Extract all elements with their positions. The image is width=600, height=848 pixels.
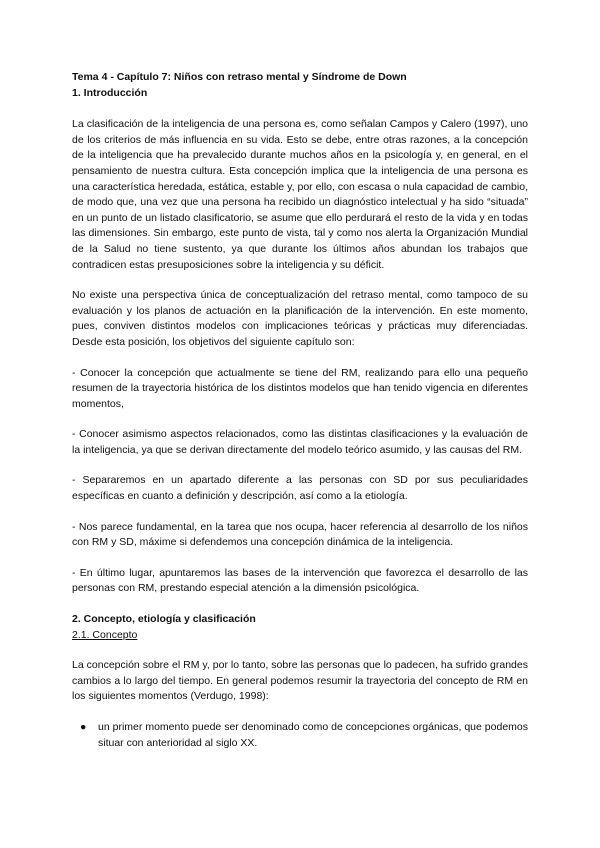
- document-title: Tema 4 - Capítulo 7: Niños con retraso mental y Síndrome de Down: [72, 71, 407, 83]
- paragraph-concepcion-rm: La concepción sobre el RM y, por lo tanto, sobre las personas que lo padecen, ha sufrido grandes cambios a lo largo del tiempo. En general podemos resumir la trayectoria del concepto de RM en los siguientes momentos (Verdugo, 1998):: [72, 659, 528, 703]
- objective-desarrollo: - Nos parece fundamental, en la tarea que nos ocupa, hacer referencia al desarrollo de los niños con RM y SD, máxime si defendemos una concepción dinámica de la inteligencia.: [72, 520, 528, 549]
- paragraph-clasificacion: La clasificación de la inteligencia de una persona es, como señalan Campos y Calero (1997), uno de los criterios de más influencia en su vida. Esto se debe, entre otras razones, a la concepción de la inteligencia que ha prevalecido durante muchos años en la psicología y, en general, en el pensamiento de nuestra cultura. Esta concepción implica que la inteligencia de una persona es una característica heredada, estática, estable y, por ello, con escasa o nula capacidad de cambio, de modo que, una vez que una persona ha recibido un diagnóstico intelectual y ha sido “situada” en un punto de un listado clasificatorio, se asume que ello perdurará el resto de la vida y en todas las dimensiones. Sin embargo, este punto de vista, tal y como nos alerta la Organización Mundial de la Salud no tiene sustento, ya que durante los últimos años abundan los trabajos que contradicen estas presuposiciones sobre la inteligencia y su déficit.: [72, 118, 528, 271]
- bullet-list: [72, 720, 528, 751]
- objective-separar-sd: - Separaremos en un apartado diferente a las personas con SD por sus peculiaridades específicas en cuanto a definición y descripción, así como a la etiología.: [72, 474, 528, 503]
- objective-conocer-aspectos: - Conocer asimismo aspectos relacionados, como las distintas clasificaciones y la evaluación de la inteligencia, ya que se derivan directamente del modelo teórico asumido, y las causas del RM.: [72, 428, 528, 456]
- list-item: [72, 720, 528, 751]
- list-item-text: un primer momento puede ser denominado como de concepciones orgánicas, que podemos situar con anterioridad al siglo XX.: [98, 721, 528, 749]
- document-page: [72, 70, 528, 751]
- bullet-icon: ●: [80, 721, 87, 733]
- paragraph-perspectiva: No existe una perspectiva única de conceptualización del retraso mental, como tampoco de su evaluación y los planos de actuación en la planificación de la intervención. En este momento, pues, conviven distintos modelos con implicaciones teóricas y prácticas muy diferenciadas. Desde esta posición, los objetivos del siguiente capítulo son:: [72, 289, 528, 348]
- section-heading-concepto: 2. Concepto, etiología y clasificación: [72, 613, 256, 626]
- subsection-heading-concepto: 2.1. Concepto: [72, 628, 138, 641]
- objective-intervencion: - En último lugar, apuntaremos las bases de la intervención que favorezca el desarrollo de las personas con RM, prestando especial atención a la dimensión psicológica.: [72, 566, 528, 595]
- section-heading-introduccion: 1. Introducción: [72, 86, 148, 99]
- objective-conocer-concepcion: - Conocer la concepción que actualmente se tiene del RM, realizando para ello una pequeño resumen de la trayectoria histórica de los distintos modelos que han tenido vigencia en diferentes momentos,: [72, 366, 528, 410]
